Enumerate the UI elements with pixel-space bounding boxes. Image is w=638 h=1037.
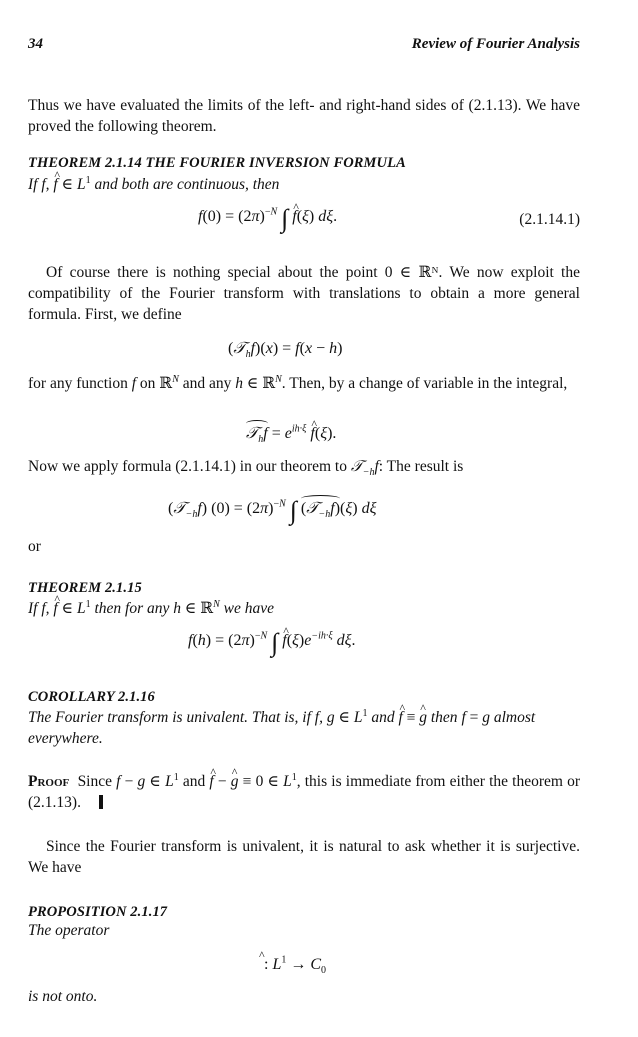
equation-general-inversion: $f(h) = (2\pi)^{-N}$ ∫ ^ $f(\xi)e^{-ih\cdot\xi}$ dξ. xyxy=(188,630,356,651)
theorem-2-1-15-statement: If f, ^ f ∈ $L^1$ then for any h ∈ ℝ$^N$ we have xyxy=(28,598,580,619)
proposition-2-1-17-heading: PROPOSITION 2.1.17 xyxy=(28,904,168,920)
theorem-2-1-14-statement: If f, ^ f ∈ $L^1$ and both are continuous, then xyxy=(28,174,580,195)
equation-fourier-operator: ^ : $L^1 \to C_0$ xyxy=(258,954,326,975)
paragraph-apply-formula: Now we apply formula (2.1.14.1) in our theorem to 𝒯$_{-h}$f: The result is xyxy=(28,458,464,479)
proposition-2-1-17-line2: is not onto. xyxy=(28,988,98,1005)
qed-mark-icon xyxy=(99,795,103,809)
corollary-2-1-16-statement: The Fourier transform is univalent. That is, if f, g ∈ $L^1$ and ^ f ≡ ^ g then f = g almost everywhere. xyxy=(28,707,580,749)
proof-label: Proof xyxy=(28,773,70,790)
proposition-2-1-17-line1: The operator xyxy=(28,922,110,939)
equation-translation-operator: (𝒯$_h$f)(x) = f(x − h) xyxy=(228,340,343,361)
paragraph-translations: Of course there is nothing special about the point 0 ∈ ℝᴺ. We now exploit the compatibility of the Fourier transform with translations to obtain a more general formula. First, we define xyxy=(28,264,580,323)
proof-corollary-2-1-16: Proof Since f − g ∈ $L^1$ and ^ f − ^ g ≡ 0 ∈ $L^1$, this is immediate from either the theorem or (2.1.13). xyxy=(28,771,580,813)
paragraph-surjectivity: Since the Fourier transform is univalent, it is natural to ask whether it is surjective. We have xyxy=(28,838,580,876)
equation-translated-transform: 𝒯$_h$f = $e^{ih\cdot\xi}$ ^ f(ξ). xyxy=(246,423,336,444)
running-title: Review of Fourier Analysis xyxy=(411,36,580,52)
paragraph-change-of-variable: for any function f on ℝ$^N$ and any h ∈ ℝ$^N$. Then, by a change of variable in the integral, xyxy=(28,373,568,392)
paragraph-intro: Thus we have evaluated the limits of the left- and right-hand sides of (2.1.13). We have proved the following theorem. xyxy=(28,97,580,135)
equation-number-2-1-14-1: (2.1.14.1) xyxy=(519,211,580,228)
corollary-2-1-16-heading: COROLLARY 2.1.16 xyxy=(28,689,155,705)
word-or: or xyxy=(28,538,41,555)
page-number: 34 xyxy=(28,36,43,52)
equation-translated-inversion: (𝒯$_{-h}$f) $(0) = (2\pi)^{-N}$ ∫ (𝒯$_{-h}$f)(ξ) dξ xyxy=(168,496,377,525)
equation-inversion-formula: $f(0) = (2\pi)^{-N}$ ∫ ^ f(ξ) dξ. xyxy=(198,206,337,227)
theorem-2-1-15-heading: THEOREM 2.1.15 xyxy=(28,580,142,596)
theorem-2-1-14-heading: THEOREM 2.1.14 THE FOURIER INVERSION FORMULA xyxy=(28,155,406,171)
